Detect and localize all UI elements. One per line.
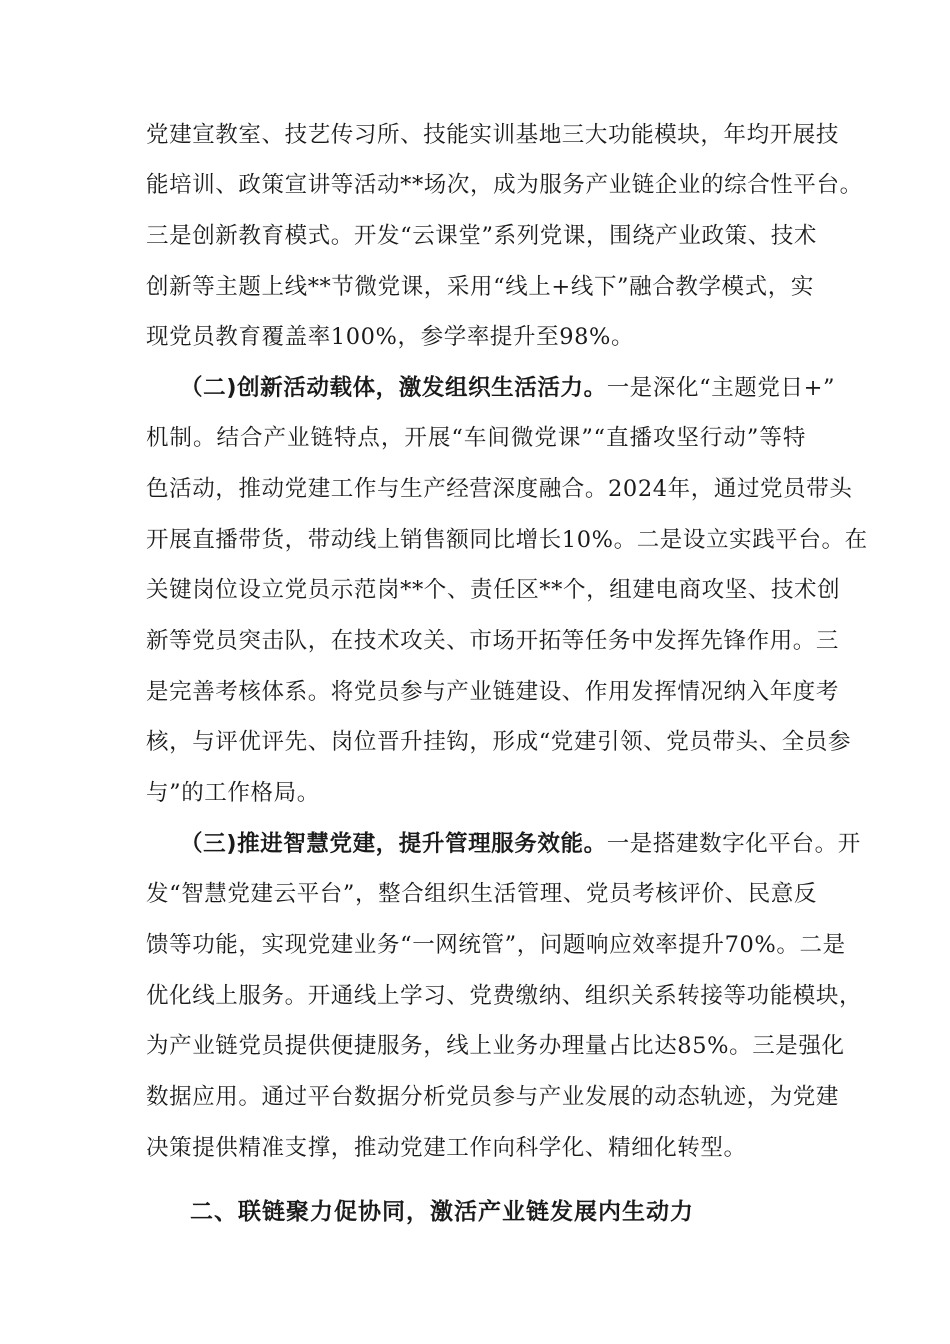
- text-line: 决策提供精准支撑，推动党建工作向科学化、精细化转型。: [146, 1135, 747, 1161]
- text-run: 一是深化“主题党日+”: [606, 375, 836, 401]
- text-line: 馈等功能，实现党建业务“一网统管”，问题响应效率提升70%。二是: [146, 932, 846, 958]
- text-line: 关键岗位设立党员示范岗**个、责任区**个，组建电商攻坚、技术创: [146, 577, 841, 603]
- text-line: 开展直播带货，带动线上销售额同比增长10%。二是设立实践平台。在: [146, 527, 868, 553]
- text-line: 核，与评优评先、岗位晋升挂钩，形成“党建引领、党员带头、全员参: [146, 729, 852, 755]
- text-line: 优化线上服务。开通线上学习、党费缴纳、组织关系转接等功能模块，: [146, 983, 863, 1009]
- text-line: 是完善考核体系。将党员参与产业链建设、作用发挥情况纳入年度考: [146, 679, 840, 705]
- text-line: 为产业链党员提供便捷服务，线上业务办理量占比达85%。三是强化: [146, 1033, 845, 1059]
- text-line: 机制。结合产业链特点，开展“车间微党课”“直播攻坚行动”等特: [146, 425, 806, 451]
- text-line: 党建宣教室、技艺传习所、技能实训基地三大功能模块，年均开展技: [146, 122, 840, 148]
- text-line: 现党员教育覆盖率100%，参学率提升至98%。: [146, 324, 635, 350]
- text-line: 能培训、政策宣讲等活动**场次，成为服务产业链企业的综合性平台。: [146, 172, 863, 198]
- text-line: 色活动，推动党建工作与生产经营深度融合。2024年，通过党员带头: [146, 476, 853, 502]
- text-line: 与”的工作格局。: [146, 780, 320, 806]
- paragraph-first-line: [180, 373, 836, 403]
- text-line: 创新等主题上线**节微党课，采用“线上+线下”融合教学模式，实: [146, 274, 814, 300]
- text-line: 三是创新教育模式。开发“云课堂”系列党课，围绕产业政策、技术: [146, 223, 818, 249]
- text-line: 发“智慧党建云平台”，整合组织生活管理、党员考核评价、民意反: [146, 881, 818, 907]
- text-line: 数据应用。通过平台数据分析党员参与产业发展的动态轨迹，为党建: [146, 1084, 840, 1110]
- section-heading: 二、联链聚力促协同，激活产业链发展内生动力: [190, 1199, 694, 1225]
- text-run: 一是搭建数字化平台。开: [606, 831, 861, 857]
- text-line: 新等党员突击队，在技术攻关、市场开拓等任务中发挥先锋作用。三: [146, 628, 840, 654]
- paragraph-first-line: [180, 829, 861, 859]
- subsection-title: （二)创新活动载体，激发组织生活活力。: [180, 375, 607, 401]
- subsection-title: （三)推进智慧党建，提升管理服务效能。: [180, 831, 607, 857]
